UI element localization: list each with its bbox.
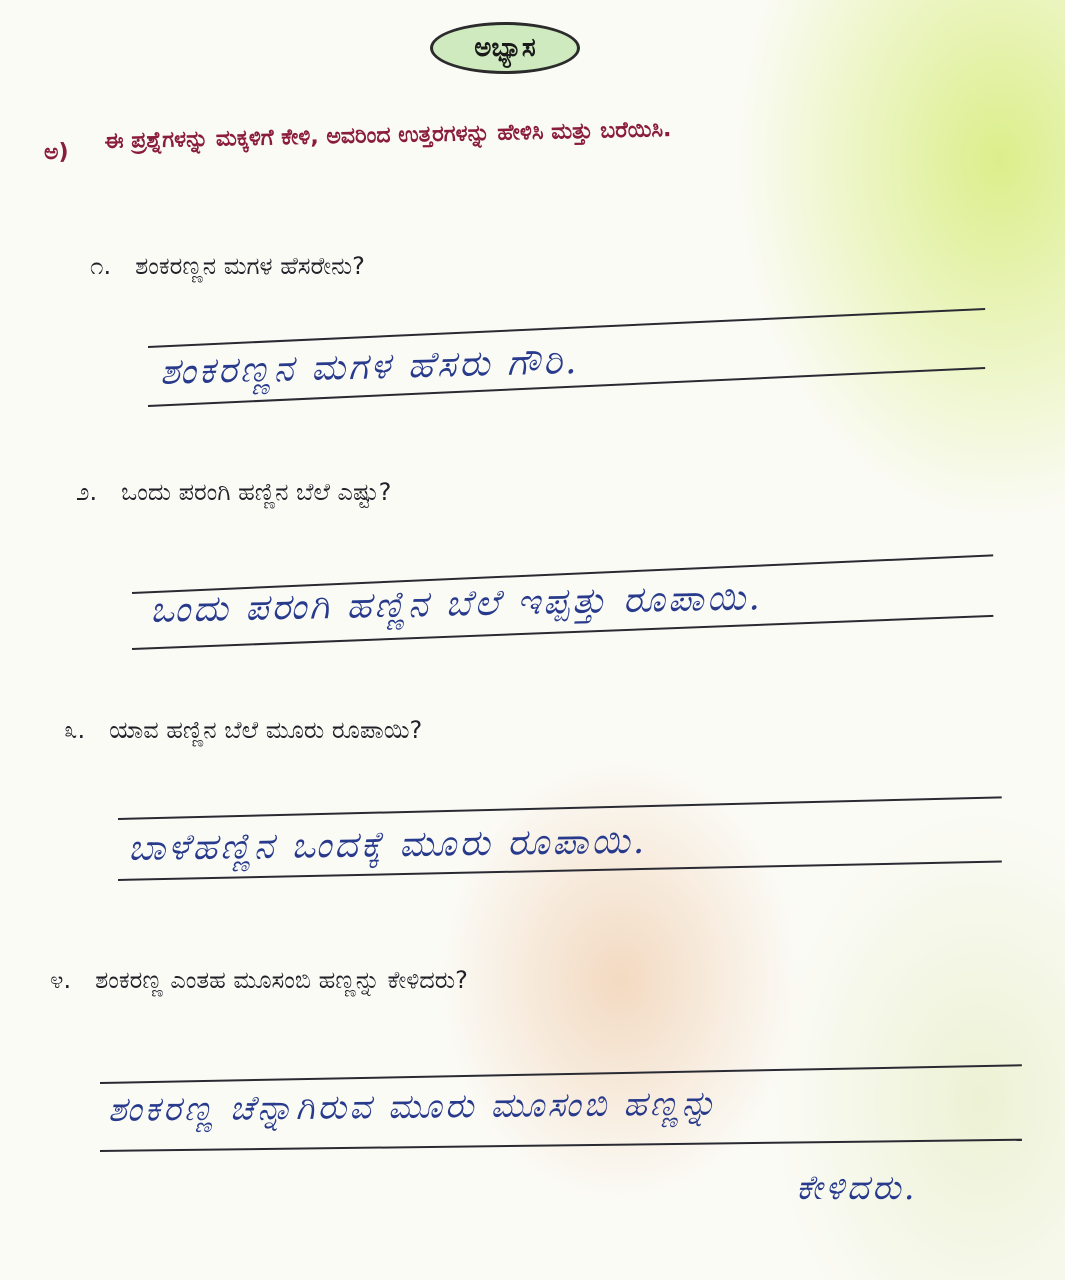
question-2	[76, 478, 391, 506]
question-number: ೩.	[64, 716, 86, 744]
question-number: ೧.	[90, 252, 112, 280]
question-text: ಯಾವ ಹಣ್ಣಿನ ಬೆಲೆ ಮೂರು ರೂಪಾಯಿ?	[109, 716, 423, 744]
section-title: ಅಭ್ಯಾಸ	[474, 32, 536, 63]
section-title-badge	[430, 22, 580, 74]
question-text: ಒಂದು ಪರಂಗಿ ಹಣ್ಣಿನ ಬೆಲೆ ಎಷ್ಟು?	[121, 478, 392, 506]
question-1	[90, 252, 365, 280]
question-number: ೪.	[50, 966, 72, 994]
question-4	[50, 966, 468, 994]
handwritten-answer-4: ಶಂಕರಣ್ಣ ಚೆನ್ನಾಗಿರುವ ಮೂರು ಮೂಸಂಬಿ ಹಣ್ಣನ್ನು	[107, 1083, 720, 1130]
instruction-marker: ಅ)	[44, 140, 69, 165]
question-3	[64, 716, 422, 744]
instruction-text: ಈ ಪ್ರಶ್ನೆಗಳನ್ನು ಮಕ್ಕಳಿಗೆ ಕೇಳಿ, ಅವರಿಂದ ಉತ್ತರಗಳನ್ನು ಹೇಳಿಸಿ ಮತ್ತು ಬರೆಯಿಸಿ.	[104, 117, 672, 154]
handwritten-answer-3: ಬಾಳೆಹಣ್ಣಿನ ಒಂದಕ್ಕೆ ಮೂರು ರೂಪಾಯಿ.	[127, 820, 648, 869]
handwritten-answer-1: ಶಂಕರಣ್ಣನ ಮಗಳ ಹೆಸರು ಗೌರಿ.	[159, 341, 580, 393]
handwritten-answer-2: ಒಂದು ಪರಂಗಿ ಹಣ್ಣಿನ ಬೆಲೆ ಇಪ್ಪತ್ತು ರೂಪಾಯಿ.	[149, 577, 764, 631]
question-number: ೨.	[76, 478, 98, 506]
handwritten-answer-4-continued: ಕೇಳಿದರು.	[796, 1168, 918, 1208]
question-text: ಶಂಕರಣ್ಣ ಎಂತಹ ಮೂಸಂಬಿ ಹಣ್ಣನ್ನು ಕೇಳಿದರು?	[95, 966, 468, 994]
question-text: ಶಂಕರಣ್ಣನ ಮಗಳ ಹೆಸರೇನು?	[135, 252, 365, 280]
